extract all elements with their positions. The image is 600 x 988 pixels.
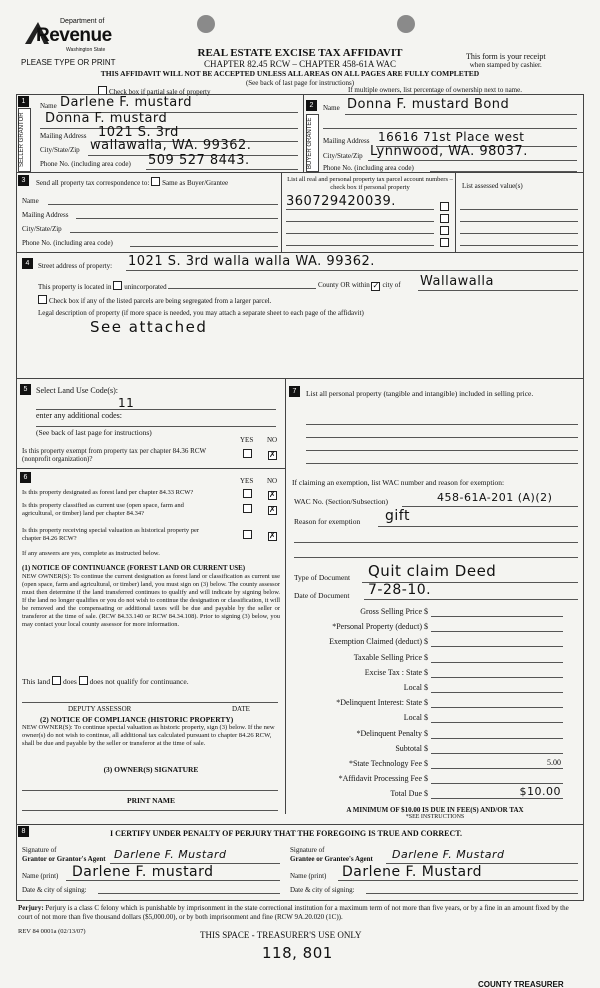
multiple-owners-note: If multiple owners, list percentage of ownership next to name.: [348, 86, 522, 94]
section-7-number: 7: [289, 386, 300, 397]
fee-value[interactable]: 5.00: [547, 758, 561, 767]
fee-label: Taxable Selling Price $: [353, 652, 428, 662]
fee-line: [431, 753, 563, 754]
seller-mailing[interactable]: 1021 S. 3rd: [98, 125, 179, 140]
minimum-due-note: A MINIMUM OF $10.00 IS DUE IN FEE(S) AND/OR TAX: [346, 806, 524, 814]
exempt-no-checkbox[interactable]: ✗: [269, 450, 276, 459]
section-2-number: 2: [306, 100, 317, 111]
fee-label: Local $: [403, 683, 428, 692]
forest-yes-checkbox[interactable]: [243, 489, 252, 498]
within-city-checkbox[interactable]: ✓: [372, 281, 380, 290]
seller-city[interactable]: wallawalla, WA. 99362.: [90, 138, 252, 153]
buyer-name[interactable]: Donna F. mustard Bond: [347, 97, 510, 112]
fee-line: [431, 738, 563, 739]
punch-hole-right: [397, 15, 415, 33]
buyer-city[interactable]: Lynnwood, WA. 98037.: [370, 144, 528, 159]
fee-line: [431, 768, 563, 769]
fee-label: Gross Selling Price $: [360, 607, 428, 616]
grantee-print-name[interactable]: Darlene F. Mustard: [342, 864, 482, 880]
notice-compliance-body: NEW OWNER(S): To continue special valuation as historic property, sign (3) below. If the new owner(s) do not wish to continue, all additional tax calculated pursuant to chapter 84.26 RCW, shall be due and payable by the seller or transferor at the time of sale.: [22, 724, 275, 747]
fee-label: Excise Tax : State $: [364, 667, 428, 677]
please-type: PLEASE TYPE OR PRINT: [21, 58, 116, 67]
form-title: REAL ESTATE EXCISE TAX AFFIDAVIT: [197, 47, 403, 59]
not-accepted-note: THIS AFFIDAVIT WILL NOT BE ACCEPTED UNLESS ALL AREAS ON ALL PAGES ARE FULLY COMPLETED: [100, 69, 480, 78]
dept-line3: Washington State: [66, 47, 106, 53]
historic-yes-checkbox[interactable]: [243, 530, 252, 539]
section-1-number: 1: [18, 96, 29, 107]
fee-line: [431, 692, 563, 693]
fee-line: [431, 707, 563, 708]
parcel-checkbox-2[interactable]: [440, 214, 449, 223]
section-5-number: 5: [20, 384, 31, 395]
property-city[interactable]: Wallawalla: [420, 274, 494, 289]
fee-value[interactable]: $10.00: [519, 785, 561, 799]
stamp-number: 118, 801: [262, 944, 333, 962]
parcel-header: List all real and personal property tax parcel account numbers – check box if personal property: [287, 176, 453, 191]
land-use-code[interactable]: 11: [118, 396, 135, 410]
does-qualify-checkbox[interactable]: [52, 676, 61, 685]
form-chapter: CHAPTER 82.45 RCW – CHAPTER 458-61A WAC: [204, 59, 396, 69]
fee-label: Subtotal $: [395, 743, 428, 753]
fee-line: [431, 616, 563, 617]
fee-label: Local $: [403, 713, 428, 723]
grantor-print-name[interactable]: Darlene F. mustard: [72, 864, 214, 880]
current-use-yes-checkbox[interactable]: [243, 504, 252, 513]
fee-label: *Delinquent Penalty $: [356, 728, 428, 738]
grantor-signature[interactable]: Darlene F. Mustard: [114, 848, 227, 861]
section-6-number: 6: [20, 472, 31, 483]
exemption-reason[interactable]: gift: [385, 508, 410, 524]
parcel-checkbox-4[interactable]: [440, 238, 449, 247]
forest-no-checkbox[interactable]: ✗: [269, 490, 276, 499]
does-not-qualify-checkbox[interactable]: [79, 676, 88, 685]
same-as-buyer-checkbox[interactable]: [151, 177, 160, 186]
perjury-notice: Perjury: Perjury is a class C felony which is punishable by imprisonment in the state correctional institution for a maximum term of not more than five years, or by a fine in an amount fixed by the court of not more than five thousand dollars ($5,000.00), or by both imprisonment and fine (RCW 9A.20.020 (1C)).: [18, 904, 569, 921]
section-8-number: 8: [18, 826, 29, 837]
form-number: REV 84 0001a (02/13/07): [18, 928, 86, 935]
notice-continuance-body: NEW OWNER(S): To continue the current designation as forest land or classification as current use (open space, farm and agricultural, or timber) land, you must sign on (3) below. The county assessor must then determine if the land transferred continues to qualify and will indicate by signing below. If the land no longer qualifies or you do not wish to continue the designation or classification, it will be removed and the compensating or additional taxes will be due and payable by the seller or transferor at the time of sale. (RCW 84.33.140 or RCW 84.34.108). Prior to signing (3) below, you may contact your local county assessor for more information.: [22, 573, 280, 628]
fee-line: [431, 677, 563, 678]
fee-label: Exemption Claimed (deduct) $: [329, 637, 428, 647]
see-back-note: (See back of last page for instructions): [245, 79, 355, 87]
fee-label: *Personal Property (deduct) $: [332, 622, 428, 632]
fee-line: [431, 722, 563, 723]
fee-line: [431, 631, 563, 632]
buyer-side-label: BUYER GRANTEE: [306, 114, 319, 172]
revenue-logo: [22, 16, 142, 56]
affidavit-page: Department of Revenue Washington State PLEASE TYPE OR PRINT Check box if partial sale of property If multiple owners, list percentage of ownership next to name. REAL ESTATE EXCISE TAX AFFIDAVIT CHAPTER 82.45 RCW – CHAPTER 458-61A WAC THIS AFFIDAVIT WILL NOT BE ACCEPTED UNLESS ALL AREAS ON ALL PAGES ARE FULLY COMPLETED (See back of last page for instructions) This form is your receipt when stamped by cashier. 1 SELLER GRANTOR Name Darlene F. mustard Donna F. mustard Mailing Address 1021 S. 3rd City/State/Zip wallawalla, WA. 99362. Phone No. (including area code) 509 527 8443. 2 BUYER GRANTEE Name Donna F. mustard Bond Mailing Address 16616 71st Place west City/State/Zip Lynnwood, WA. 98037. Phone No. (including area code) 3 Send all property tax correspondence to: Same as Buyer/Grantee Name Mailing Address City/State/Zip Phone No. (including area code) List all real and personal property tax parcel account numbers – check box if personal property 360729420039. List assessed value(s) 4 Street address of property: 1021 S. 3rd walla walla WA. 99362. This property is located in unincorporated County OR within ✓ city of Wallawalla Check box if any of the listed parcels are being segregated from a larger parcel. Legal description of property (if more space is needed, you may attach a separate sheet to each page of the affidavit) See attached 5 Select Land Use Code(s): 11 enter any additional codes: (See back of last page for instructions) YES NO Is this property exempt from property tax per chapter 84.36 RCW (nonprofit organization)? ✗ 6 YES NO Is this property designated as forest land per chapter 84.33 RCW? ✗ Is this property classified as current use (open space, farm and agricultural, or timber) land per chapter 84.34? ✗ Is this property receiving special valuation as historical property per chapter 84.26 RCW? ✗ If any answers are yes, complete as instructed below. (1) NOTICE OF CONTINUANCE (FOREST LAND OR CURRENT USE) NEW OWNER(S): To continue the current designation as forest land or classification as current use (open space, farm and agricultural, or timber) land, you must sign on (3) below. The county assessor must then determine if the land transferred continues to qualify and will indicate by signing below. If the land no longer qualifies or you do not wish to continue the designation or classification, it will be removed and the compensating or additional taxes will be due and payable by the seller or transferor at the time of sale. (RCW 84.33.140 or RCW 84.34.108). Prior to signing (3) below, you may contact your local county assessor for more information. This land does does not qualify for continuance. DEPUTY ASSESSOR DATE (2) NOTICE OF COMPLIANCE (HISTORIC PROPERTY) NEW OWNER(S): To continue special valuation as historic property, sign (3) below. If the new owner(s) do not wish to continue, all additional tax calculated pursuant to chapter 84.26 RCW, shall be due and payable by the seller or transferor at the time of sale. (3) OWNER(S) SIGNATURE PRINT NAME 7 List all personal property (tangible and intangible) included in selling price. If claiming an exemption, list WAC number and reason for exemption: WAC No. (Section/Subsection) 458-61A-201 (A)(2) Reason for exemption gift Type of Document Quit claim Deed Date of Document 7-28-10. Gross Selling Price $ *Personal Property (deduct) $ Exemption Claimed (deduct) $ Taxable Selling Price $ Excise Tax : State $ Local $ *Delinquent Interest: State $ Local $ *Delinquent Penalty $ Subtotal $ *State Technology Fee $ 5.00 *Affidavit Processing Fee $ Total Due $ $10.00 A MINIMUM OF $10.00 IS DUE IN FEE(S) AND/OR TAX *SEE INSTRUCTIONS 8 I CERTIFY UNDER PENALTY OF PERJURY THAT THE FOREGOING IS TRUE AND CORRECT. Signature of Grantor or Grantor's Agent Darlene F. Mustard Name (print) Darlene F. mustard Date & city of signing: Signature of Grantee or Grantee's Agent Darlene F. Mustard Name (print) Darlene F. Mustard Date & city of signing: Perjury: Perjury is a class C felony which is punishable by imprisonment in the state correctional institution for a maximum term of not more than five years, or by a fine in an amount fixed by the court of not more than five thousand dollars ($5,000.00), or by both imprisonment and fine (RCW 9A.20.020 (1C)). REV 84 0001a (02/13/07) THIS SPACE - TREASURER'S USE ONLY 118, 801 COUNTY TREASURER: [0, 0, 600, 988]
legal-label: Legal description of property (if more space is needed, you may attach a separate sheet to each page of the affidavit): [38, 309, 364, 317]
current-use-no-checkbox[interactable]: ✗: [269, 505, 276, 514]
fee-label: Total Due $: [390, 789, 428, 799]
exempt-yes-checkbox[interactable]: [243, 449, 252, 458]
parcel-checkbox-3[interactable]: [440, 226, 449, 235]
parcel-number[interactable]: 360729420039.: [286, 194, 396, 209]
fee-line: [431, 646, 563, 647]
document-date[interactable]: 7-28-10.: [368, 582, 432, 598]
buyer-mailing[interactable]: 16616 71st Place west: [378, 130, 525, 144]
parcel-checkbox-1[interactable]: [440, 202, 449, 211]
punch-hole-left: [197, 15, 215, 33]
property-street[interactable]: 1021 S. 3rd walla walla WA. 99362.: [128, 254, 375, 269]
unincorporated-checkbox[interactable]: [113, 281, 122, 290]
fee-line: [431, 798, 563, 799]
treasurer-use-label: THIS SPACE - TREASURER'S USE ONLY: [200, 930, 362, 940]
county-treasurer-stamp: COUNTY TREASURER: [478, 980, 564, 988]
seller-phone[interactable]: 509 527 8443.: [148, 153, 250, 168]
notice-compliance-title: (2) NOTICE OF COMPLIANCE (HISTORIC PROPERTY): [40, 715, 234, 724]
assessed-header: List assessed value(s): [462, 182, 523, 190]
document-type[interactable]: Quit claim Deed: [368, 562, 497, 580]
partial-sale: Check box if partial sale of property: [98, 86, 210, 96]
receipt-note: This form is your receipt when stamped by cashier.: [466, 52, 546, 69]
historic-no-checkbox[interactable]: ✗: [269, 531, 276, 540]
seller-name-1[interactable]: Darlene F. mustard: [60, 95, 193, 110]
fee-label: *Delinquent Interest: State $: [336, 698, 428, 708]
fee-label: *Affidavit Processing Fee $: [338, 774, 428, 784]
fee-line: [431, 662, 563, 663]
dept-line2: Revenue: [36, 25, 112, 46]
grantee-signature[interactable]: Darlene F. Mustard: [392, 848, 505, 861]
section-3-number: 3: [18, 175, 29, 186]
seller-name-2[interactable]: Donna F. mustard: [45, 111, 168, 126]
certify-statement: I CERTIFY UNDER PENALTY OF PERJURY THAT THE FOREGOING IS TRUE AND CORRECT.: [110, 829, 463, 838]
dept-line1: Department of: [60, 18, 105, 25]
segregated-checkbox[interactable]: [38, 295, 47, 304]
wac-number[interactable]: 458-61A-201 (A)(2): [437, 491, 553, 504]
fee-label: *State Technology Fee $: [348, 759, 428, 768]
section-4-number: 4: [22, 258, 33, 269]
seller-side-label: SELLER GRANTOR: [18, 108, 31, 172]
notice-continuance-title: (1) NOTICE OF CONTINUANCE (FOREST LAND OR CURRENT USE): [22, 564, 246, 572]
legal-description[interactable]: See attached: [90, 318, 208, 336]
fee-line: [431, 783, 563, 784]
